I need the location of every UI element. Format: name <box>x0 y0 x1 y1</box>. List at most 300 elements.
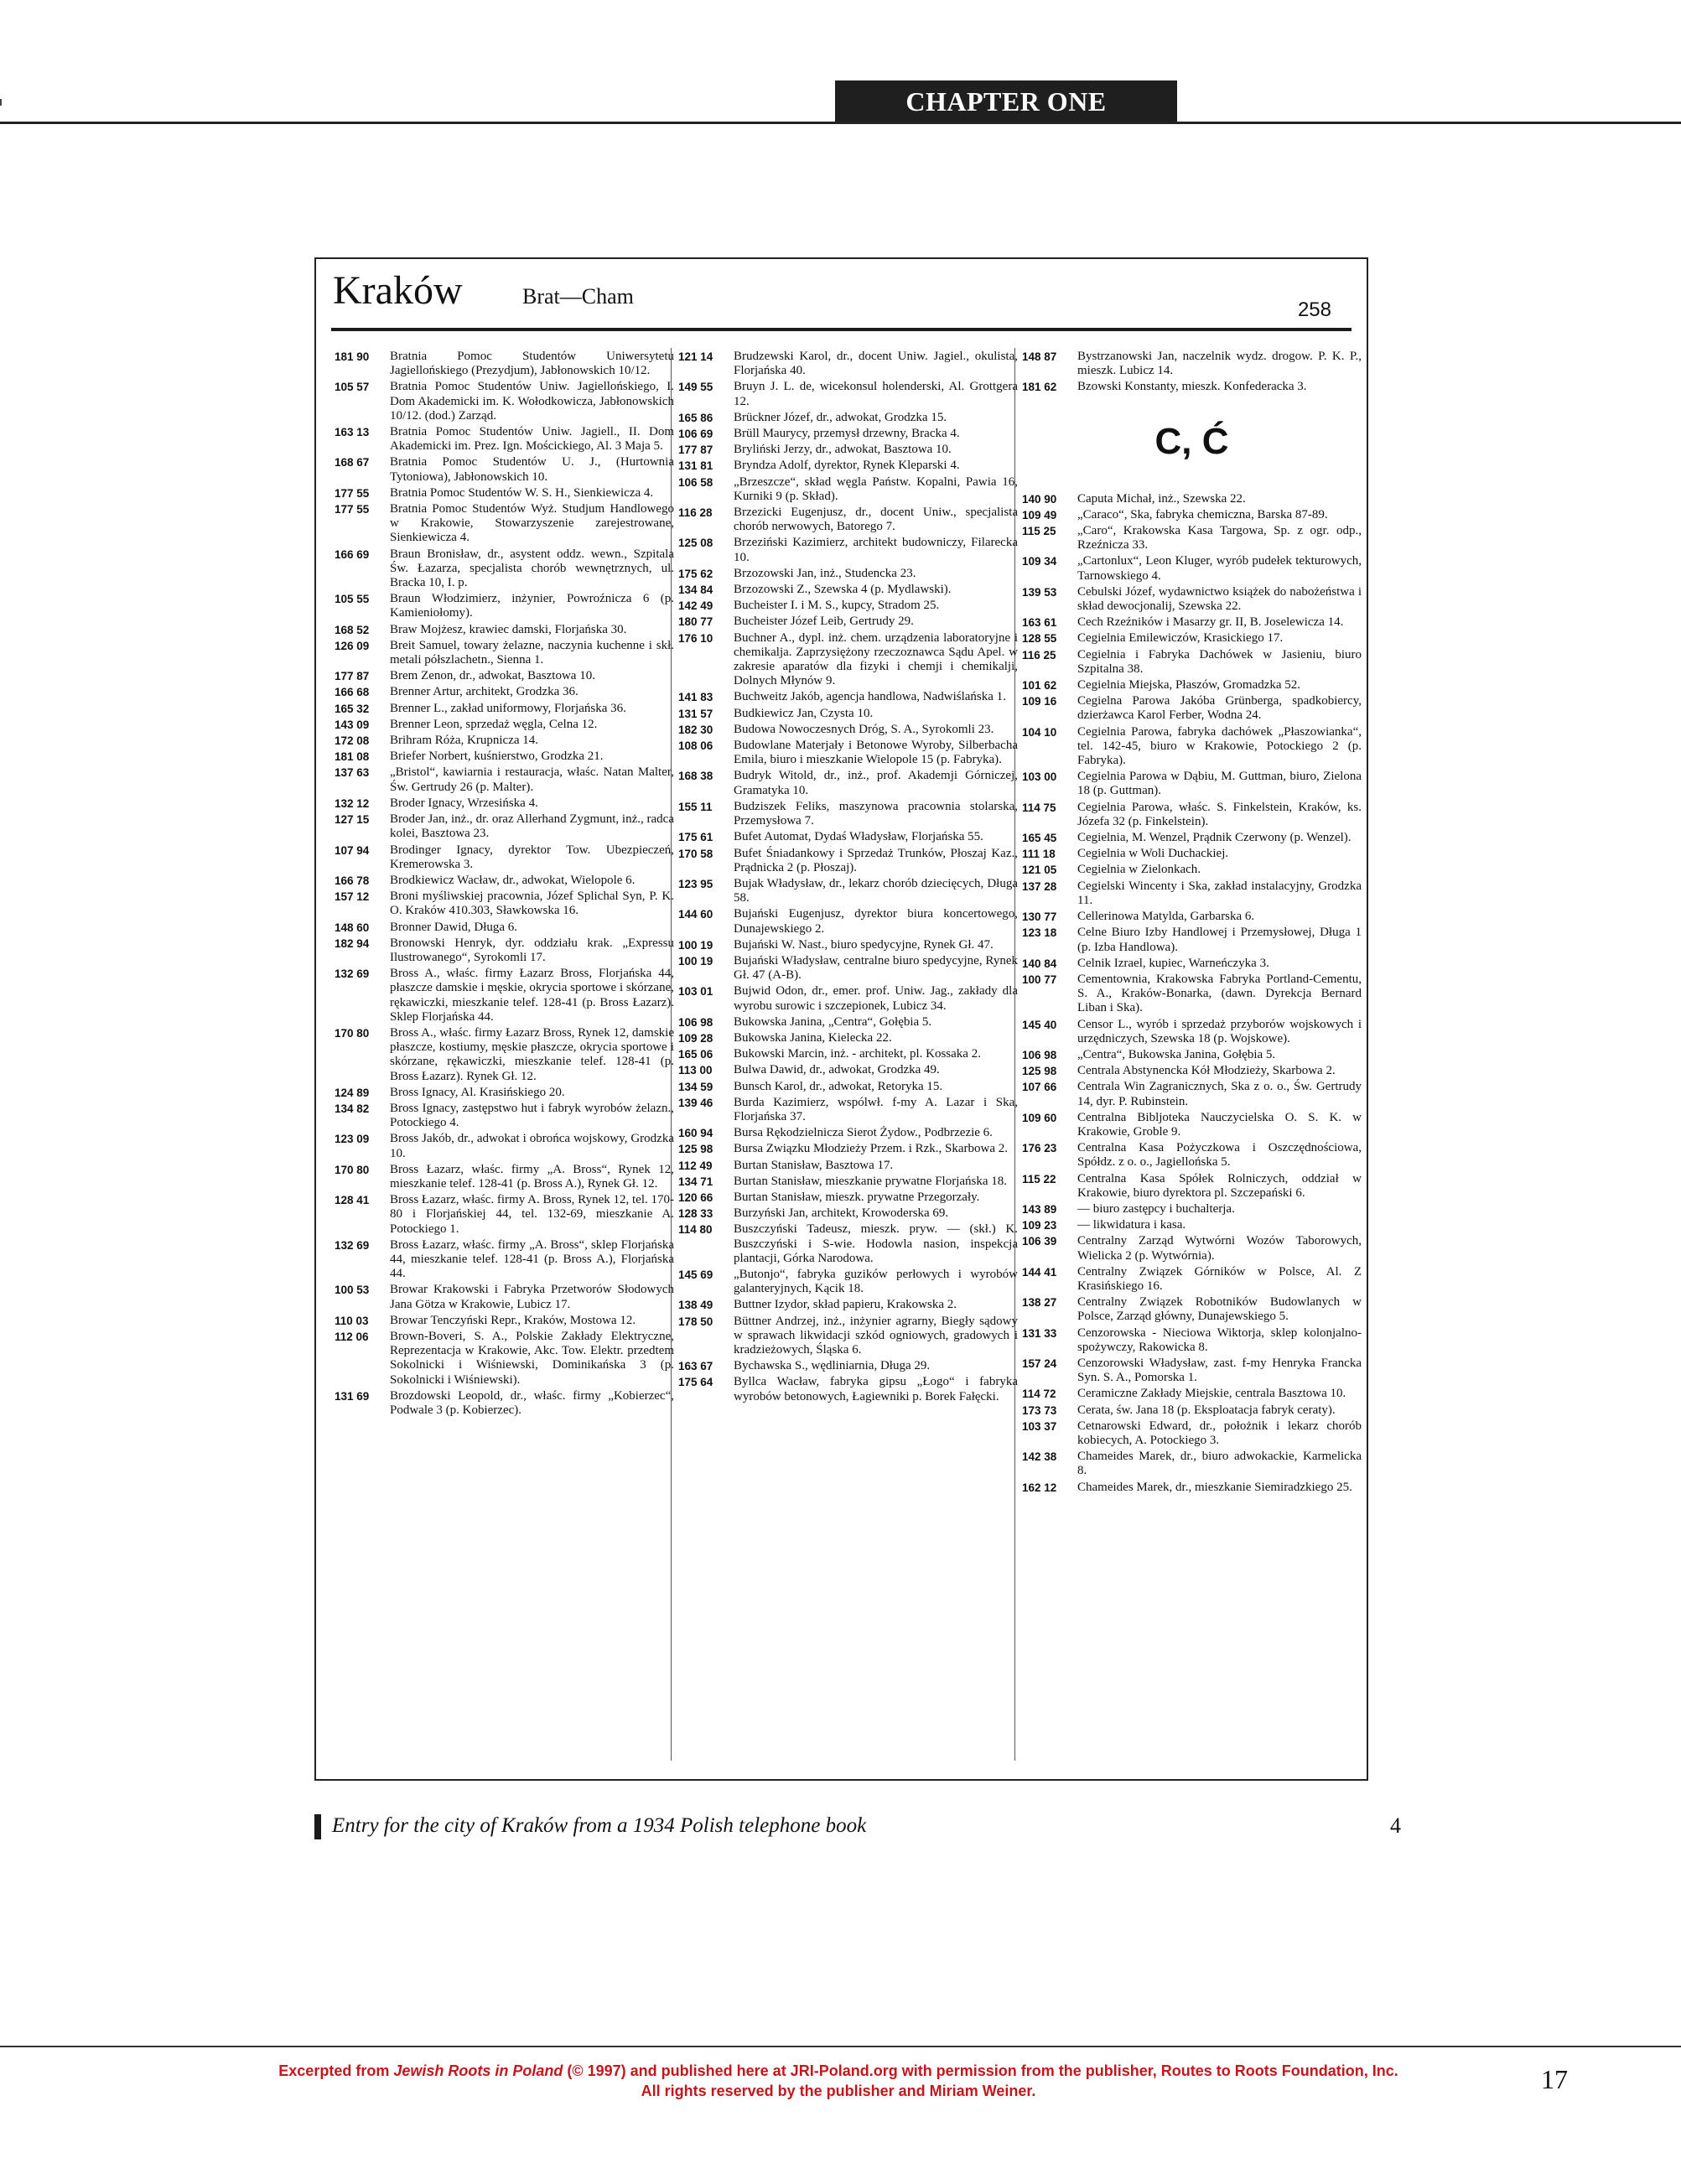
directory-entry <box>678 567 1018 581</box>
directory-entry <box>1022 725 1362 769</box>
phone-number: 181 62 <box>1022 381 1057 394</box>
directory-entry <box>1022 847 1362 861</box>
entry-text: Bross Łazarz, właśc. firmy A. Bross, Rynek 12, tel. 170-80 i Florjańskiej 44, tel. 132-69, mieszkanie A. Potockiego 1. <box>390 1193 674 1236</box>
entry-text: Browar Tenczyński Repr., Kraków, Mostowa 12. <box>390 1313 636 1327</box>
directory-entry <box>335 890 674 918</box>
directory-entry <box>335 874 674 888</box>
entry-text: Cementownia, Krakowska Fabryka Portland-Cementu, S. A., Kraków-Bonarka, (dawn. Dyrekcja Bernard Liban i Ska). <box>1077 972 1362 1015</box>
phone-number: 140 90 <box>1022 492 1057 506</box>
directory-entry <box>335 1283 674 1311</box>
entry-text: Burtan Stanisław, mieszkanie prywatne Florjańska 18. <box>734 1174 1008 1188</box>
phone-number: 103 00 <box>1022 770 1057 784</box>
entry-text: „Caraco“, Ska, fabryka chemiczna, Barska 87-89. <box>1077 507 1328 521</box>
entry-text: Cenzorowska - Nieciowa Wiktorja, sklep kolonjalno-spożywczy, Rakowicka 8. <box>1077 1325 1362 1354</box>
directory-entry <box>335 425 674 454</box>
directory-entry <box>1022 1265 1362 1294</box>
phone-number: 116 25 <box>1022 648 1056 661</box>
phone-number: 131 69 <box>335 1389 370 1403</box>
phone-number: 143 89 <box>1022 1202 1057 1216</box>
phone-number: 123 95 <box>678 877 713 890</box>
phone-number: 142 38 <box>1022 1450 1057 1464</box>
entry-text: Browar Krakowski i Fabryka Przetworów Słodowych Jana Götza w Krakowie, Lubicz 17. <box>390 1283 674 1311</box>
phone-number: 114 75 <box>1022 801 1056 814</box>
phone-number: 111 18 <box>1022 848 1056 861</box>
directory-entry <box>335 592 674 620</box>
directory-entry <box>1022 492 1362 506</box>
entry-text: Bratnia Pomoc Studentów W. S. H., Sienkiewicza 4. <box>390 485 654 500</box>
directory-column-3 <box>1022 350 1362 1497</box>
directory-entry <box>1022 831 1362 845</box>
directory-entry <box>678 1359 1018 1373</box>
entry-text: Burtan Stanisław, mieszk. prywatne Przegorzały. <box>734 1190 980 1204</box>
phone-number: 163 61 <box>1022 616 1057 630</box>
phone-number: 139 53 <box>1022 585 1057 599</box>
directory-entry <box>1022 1064 1362 1078</box>
phone-number: 123 09 <box>335 1133 370 1146</box>
phone-number: 100 19 <box>678 954 713 967</box>
phone-number: 182 94 <box>335 936 370 950</box>
directory-entry <box>678 380 1018 408</box>
directory-entry <box>335 639 674 667</box>
phone-number: 127 15 <box>335 813 370 827</box>
directory-entry <box>335 734 674 748</box>
phone-number: 106 58 <box>678 475 713 489</box>
directory-entry <box>678 615 1018 629</box>
phone-number: 165 45 <box>1022 832 1057 845</box>
directory-entry <box>678 690 1018 704</box>
directory-entry <box>678 800 1018 828</box>
footer-rights: All rights reserved by the publisher and Miriam Weiner. <box>641 2083 1036 2099</box>
phone-number: 134 82 <box>335 1102 370 1115</box>
phone-number: 131 81 <box>678 459 713 473</box>
range-subtitle: Brat—Cham <box>522 284 634 309</box>
directory-entry <box>335 1132 674 1160</box>
entry-text: Bujański Eugenjusz, dyrektor biura koncertowego, Dunajewskiego 2. <box>734 907 1018 936</box>
phone-number: 178 50 <box>678 1315 713 1328</box>
phone-number: 177 55 <box>335 503 370 516</box>
entry-text: Celnik Izrael, kupiec, Warneńczyka 3. <box>1077 956 1269 970</box>
entry-text: Cenzorowski Władysław, zast. f-my Henryka Francka Syn. S. A., Pomorska 1. <box>1077 1356 1362 1385</box>
entry-text: Broder Ignacy, Wrzesińska 4. <box>390 796 538 810</box>
phone-number: 125 08 <box>678 537 713 550</box>
directory-entry <box>1022 615 1362 630</box>
entry-text: Cegielnia Parowa, fabryka dachówek „Płaszowianka“, tel. 142-45, biuro w Krakowie, Potockiego 2 (p. Fabryka). <box>1077 724 1362 768</box>
directory-entry <box>335 1314 674 1328</box>
directory-entry <box>335 843 674 872</box>
entry-text: „Cartonlux“, Leon Kluger, wyrób pudełek tekturowych, Tarnowskiego 4. <box>1077 554 1362 583</box>
entry-text: Bursa Związku Młodzieży Przem. i Rzk., Skarbowa 2. <box>734 1142 1009 1156</box>
directory-entry <box>335 1238 674 1282</box>
entry-text: Brüll Maurycy, przemysł drzewny, Bracka 4. <box>734 427 960 441</box>
entry-text: Breit Samuel, towary żelazne, naczynia kuchenne i skł. metali półszlachetn., Sienna 1. <box>390 638 674 667</box>
directory-entry <box>1022 1357 1362 1385</box>
phone-number: 109 23 <box>1022 1219 1057 1232</box>
directory-entry <box>678 1298 1018 1312</box>
phone-number: 100 53 <box>335 1284 370 1297</box>
directory-entry <box>678 830 1018 844</box>
directory-entry <box>678 1159 1018 1173</box>
directory-entry <box>678 536 1018 564</box>
directory-entry <box>678 1191 1018 1205</box>
directory-entry <box>1022 1048 1362 1062</box>
entry-text: Budowlane Materjały i Betonowe Wyroby, Silberbacha Emila, biuro i mieszkanie Wielopole 15 (p. Fabryka). <box>734 739 1018 767</box>
entry-text: Bursa Rękodzielnicza Sierot Żydow., Podbrzezie 6. <box>734 1126 993 1140</box>
phone-number: 181 90 <box>335 350 370 363</box>
directory-entry <box>1022 957 1362 971</box>
directory-entry <box>1022 1419 1362 1448</box>
edge-mark <box>0 99 2 106</box>
directory-entry <box>335 486 674 501</box>
entry-text: Burda Kazimierz, wspólwł. f-my A. Lazar i Ska, Florjańska 37. <box>734 1095 1018 1123</box>
directory-entry <box>678 350 1018 378</box>
directory-entry <box>335 921 674 935</box>
phone-number: 170 80 <box>335 1163 370 1176</box>
phone-number: 100 19 <box>678 938 713 952</box>
entry-text: Cerata, św. Jana 18 (p. Eksploatacja fabryk ceraty). <box>1077 1403 1336 1417</box>
phone-number: 128 55 <box>1022 632 1057 646</box>
directory-entry <box>678 847 1018 875</box>
directory-page-image <box>314 257 1368 1781</box>
entry-text: Bratnia Pomoc Studentów Uniw. Jagiellońskiego, I. Dom Akademicki im. K. Wołodkowicza, Jabłonowskich 10/12. (dod.) Zarząd. <box>390 380 674 423</box>
entry-text: Centralna Bibljoteka Nauczycielska O. S. K. w Krakowie, Groble 9. <box>1077 1110 1362 1139</box>
directory-entry <box>1022 1218 1362 1232</box>
footer-text: (© 1997) and published here at JRI-Poland.org with permission from the publisher, Routes to Roots Foundation, Inc. <box>563 2062 1398 2079</box>
city-title: Kraków <box>333 268 463 313</box>
entry-text: Broder Jan, inż., dr. oraz Allerhand Zygmunt, inż., radca kolei, Basztowa 23. <box>390 812 674 841</box>
entry-text: Brihram Róża, Krupnicza 14. <box>390 734 539 748</box>
phone-number: 126 09 <box>335 639 370 652</box>
entry-text: Centrala Abstynencka Kół Młodzieży, Skarbowa 2. <box>1077 1064 1336 1078</box>
phone-number: 177 55 <box>335 486 370 500</box>
entry-text: Bross Jakób, dr., adwokat i obrońca wojskowy, Grodzka 10. <box>390 1132 674 1160</box>
phone-number: 165 86 <box>678 411 713 424</box>
phone-number: 172 08 <box>335 734 370 748</box>
entry-text: Ceramiczne Zakłady Miejskie, centrala Basztowa 10. <box>1077 1387 1346 1401</box>
phone-number: 123 18 <box>1022 926 1057 940</box>
directory-entry <box>1022 1450 1362 1478</box>
entry-text: Bujak Władysław, dr., lekarz chorób dziecięcych, Długa 58. <box>734 876 1018 905</box>
directory-entry <box>678 1375 1018 1403</box>
directory-entry <box>1022 1326 1362 1355</box>
phone-number: 170 58 <box>678 847 713 860</box>
directory-entry <box>335 718 674 732</box>
directory-entry <box>335 455 674 484</box>
entry-text: Cegielnia w Zielonkach. <box>1077 863 1201 877</box>
directory-column-1 <box>335 350 674 1419</box>
entry-text: Bystrzanowski Jan, naczelnik wydz. drogow. P. K. P., mieszk. Lubicz 14. <box>1077 350 1362 378</box>
phone-number: 141 83 <box>678 691 713 704</box>
directory-entry <box>1022 631 1362 646</box>
caption-marker <box>314 1814 321 1839</box>
directory-entry <box>335 765 674 794</box>
entry-text: Brozdowski Leopold, dr., właśc. firmy „Kobierzec“, Podwale 3 (p. Kobierzec). <box>390 1388 674 1418</box>
entry-text: Brem Zenon, dr., adwokat, Basztowa 10. <box>390 669 595 683</box>
directory-entry <box>1022 694 1362 723</box>
entry-text: „Caro“, Krakowska Kasa Targowa, Sp. z ogr. odp., Rzeźnicza 33. <box>1077 524 1362 552</box>
entry-text: Cegielnia Parowa w Dąbiu, M. Guttman, biuro, Zielona 18 (p. Guttman). <box>1077 770 1362 798</box>
entry-text: Centralny Związek Górników w Polsce, Al. Z Krasińskiego 16. <box>1077 1264 1362 1293</box>
phone-number: 107 66 <box>1022 1081 1057 1094</box>
phone-number: 160 94 <box>678 1127 713 1140</box>
phone-number: 100 77 <box>1022 973 1057 986</box>
phone-number: 145 40 <box>1022 1018 1057 1031</box>
phone-number: 155 11 <box>678 800 713 813</box>
phone-number: 182 30 <box>678 723 713 736</box>
phone-number: 166 68 <box>335 686 370 699</box>
entry-text: Cellerinowa Matylda, Garbarska 6. <box>1077 910 1255 924</box>
directory-entry <box>335 936 674 965</box>
directory-entry <box>335 669 674 683</box>
phone-number: 107 94 <box>335 843 370 857</box>
entry-text: Cegielnia Emilewiczów, Krasickiego 17. <box>1077 631 1284 646</box>
phone-number: 175 61 <box>678 831 713 844</box>
phone-number: 165 06 <box>678 1048 713 1061</box>
directory-entry <box>678 1126 1018 1140</box>
directory-entry <box>678 769 1018 797</box>
entry-text: Brzozowski Z., Szewska 4 (p. Mydlawski). <box>734 583 952 597</box>
entry-text: Centralna Kasa Pożyczkowa i Oszczędnościowa, Spółdz. z o. o., Jagiellońska 5. <box>1077 1141 1362 1170</box>
phone-number: 166 69 <box>335 547 370 561</box>
entry-text: Burzyński Jan, architekt, Krowoderska 69. <box>734 1206 949 1221</box>
phone-number: 106 39 <box>1022 1235 1057 1248</box>
entry-text: Buchweitz Jakób, agencja handlowa, Nadwiślańska 1. <box>734 690 1006 704</box>
phone-number: 113 00 <box>678 1064 713 1077</box>
directory-entry <box>1022 973 1362 1016</box>
directory-entry <box>335 380 674 423</box>
top-rule <box>0 122 1681 124</box>
directory-entry <box>678 1031 1018 1045</box>
entry-text: Bruyn J. L. de, wicekonsul holenderski, Al. Grottgera 12. <box>734 380 1018 408</box>
directory-entry <box>678 599 1018 613</box>
phone-number: 176 10 <box>678 631 713 645</box>
directory-entry <box>1022 524 1362 552</box>
entry-text: Brown-Boveri, S. A., Polskie Zakłady Elektryczne, Reprezentacja w Krakowie, Akc. Tow. Elektr. przedtem Sokolnicki i Wiśniewski, Dominikańska 3 (p. Sokolnicki i Wiśniewski). <box>390 1330 674 1387</box>
phone-number: 168 38 <box>678 770 713 783</box>
entry-text: Cetnarowski Edward, dr., położnik i lekarz chorób kobiecych, A. Potockiego 3. <box>1077 1419 1362 1447</box>
phone-number: 121 05 <box>1022 864 1057 877</box>
directory-entry <box>678 984 1018 1013</box>
entry-text: Briefer Norbert, kuśnierstwo, Grodzka 21. <box>390 750 604 764</box>
directory-entry <box>678 707 1018 721</box>
directory-entry <box>1022 1172 1362 1201</box>
phone-number: 180 77 <box>678 615 713 629</box>
directory-entry <box>335 1389 674 1418</box>
entry-text: Buszczyński Tadeusz, mieszk. pryw. — (skł.) K. Buszczyński i S-wie. Hodowla nasion, inspekcja plantacji, Górka Narodowa. <box>734 1222 1018 1265</box>
directory-entry <box>1022 678 1362 693</box>
entry-text: Budowa Nowoczesnych Dróg, S. A., Syrokomli 23. <box>734 722 994 736</box>
directory-entry <box>678 938 1018 952</box>
directory-entry <box>678 631 1018 689</box>
directory-column-2 <box>678 350 1018 1406</box>
directory-entry <box>678 506 1018 534</box>
phone-number: 109 28 <box>678 1031 713 1045</box>
directory-entry <box>678 1063 1018 1077</box>
entry-text: Bunsch Karol, dr., adwokat, Retoryka 15. <box>734 1079 943 1093</box>
directory-entry <box>335 685 674 699</box>
directory-entry <box>1022 1403 1362 1418</box>
entry-text: Byllca Wacław, fabryka gipsu „Łogo“ i fabryka wyrobów betonowych, Łagiewniki p. Borek Fałęcki. <box>734 1375 1018 1403</box>
entry-text: Cegielnia Miejska, Płaszów, Gromadzka 52. <box>1077 678 1301 693</box>
entry-text: Bratnia Pomoc Studentów Wyż. Studjum Handlowego w Krakowie, Stowarzyszenie zarejestrowane, Sienkiewicza 4. <box>390 502 674 545</box>
entry-text: Censor L., wyrób i sprzedaż przyborów wojskowych i urzędniczych, Szewska 18 (p. Wojskowe). <box>1077 1017 1362 1045</box>
directory-entry <box>1022 1018 1362 1046</box>
directory-entry <box>1022 350 1362 378</box>
entry-text: Brenner Artur, architekt, Grodzka 36. <box>390 685 578 699</box>
entry-text: Centrala Win Zagranicznych, Ska z o. o., Św. Gertrudy 14, dyr. P. Rubinstein. <box>1077 1080 1362 1108</box>
entry-text: Bujański W. Nast., biuro spedycyjne, Rynek Gł. 47. <box>734 937 994 952</box>
entry-text: Budziszek Feliks, maszynowa pracownia stolarska, Przemysłowa 7. <box>734 799 1018 828</box>
entry-text: Buttner Izydor, skład papieru, Krakowska 2. <box>734 1298 957 1312</box>
entry-text: Bryliński Jerzy, dr., adwokat, Basztowa 10. <box>734 443 952 457</box>
phone-number: 134 71 <box>678 1175 713 1188</box>
phone-number: 131 33 <box>1022 1326 1057 1340</box>
phone-number: 173 73 <box>1022 1403 1057 1417</box>
entry-text: Brzeziński Kazimierz, architekt budowniczy, Filarecka 10. <box>734 536 1018 564</box>
phone-number: 148 60 <box>335 921 370 934</box>
entry-text: Bukowska Janina, „Centra“, Gołębia 5. <box>734 1014 932 1029</box>
entry-text: Bross Ignacy, zastępstwo hut i fabryk wyrobów żelazn., Potockiego 4. <box>390 1101 674 1130</box>
entry-text: Cegielnia i Fabryka Dachówek w Jasieniu, biuro Szpitalna 38. <box>1077 647 1362 676</box>
entry-text: Braun Bronisław, dr., asystent oddz. wewn., Szpitala Św. Łazarza, specjalista chorób wewnętrznych, ul. Bracka 10, I. p. <box>390 547 674 590</box>
phone-number: 157 12 <box>335 890 370 904</box>
phone-number: 109 49 <box>1022 508 1057 521</box>
entry-text: Bryndza Adolf, dyrektor, Rynek Kleparski 4. <box>734 459 960 473</box>
directory-entry <box>678 443 1018 457</box>
book-title: Jewish Roots in Poland <box>393 2062 563 2079</box>
phone-number: 101 62 <box>1022 679 1057 693</box>
phone-number: 114 80 <box>678 1223 713 1237</box>
page-number: 17 <box>1541 2064 1568 2094</box>
directory-entry <box>335 702 674 716</box>
directory-entry <box>678 1047 1018 1061</box>
directory-entry <box>335 1102 674 1130</box>
directory-entry <box>335 1026 674 1084</box>
directory-entry <box>335 1193 674 1237</box>
phone-number: 168 52 <box>335 623 370 636</box>
entry-text: Bujański Władysław, centralne biuro spedycyjne, Rynek Gł. 47 (A-B). <box>734 953 1018 983</box>
phone-number: 124 89 <box>335 1086 370 1099</box>
phone-number: 109 16 <box>1022 695 1057 708</box>
entry-text: Braw Mojżesz, krawiec damski, Florjańska 30. <box>390 622 627 636</box>
directory-entry <box>1022 1387 1362 1401</box>
phone-number: 121 14 <box>678 350 713 363</box>
entry-text: Cegielna Parowa Jakóba Grünberga, spadkobiercy, dzierżawca Karol Ferber, Wodna 24. <box>1077 694 1362 723</box>
directory-entry <box>335 623 674 637</box>
directory-entry <box>1022 910 1362 924</box>
phone-number: 166 78 <box>335 874 370 887</box>
entry-text: Bronowski Henryk, dyr. oddziału krak. „Expressu Ilustrowanego“, Syrokomli 17. <box>390 936 674 964</box>
entry-text: Burtan Stanisław, Basztowa 17. <box>734 1158 894 1172</box>
phone-number: 132 69 <box>335 967 370 981</box>
directory-entry <box>1022 926 1362 954</box>
entry-text: „Butonjo“, fabryka guzików perłowych i wyrobów galanteryjnych, Kącik 18. <box>734 1267 1018 1296</box>
entry-text: Brenner Leon, sprzedaż węgla, Celna 12. <box>390 717 598 731</box>
figure-caption: Entry for the city of Kraków from a 1934 Polish telephone book <box>332 1814 867 1837</box>
entry-text: Bratnia Pomoc Studentów U. J., (Hurtownia Tytoniowa), Jabłonowskich 10. <box>390 455 674 484</box>
entry-text: — likwidatura i kasa. <box>1077 1218 1186 1232</box>
phone-number: 149 55 <box>678 381 713 394</box>
phone-number: 128 33 <box>678 1207 713 1221</box>
directory-entry <box>1022 1202 1362 1217</box>
entry-text: Broni myśliwskiej pracownia, Józef Splichal Syn, P. K. O. Kraków 410.303, Sławkowska 16. <box>390 890 674 918</box>
phone-number: 168 67 <box>335 456 370 469</box>
phone-number: 110 03 <box>335 1314 369 1327</box>
entry-text: Chameides Marek, dr., biuro adwokackie, Karmelicka 8. <box>1077 1450 1362 1478</box>
entry-text: Cegielski Wincenty i Ska, zakład instalacyjny, Grodzka 11. <box>1077 879 1362 907</box>
phone-number: 115 22 <box>1022 1172 1056 1185</box>
entry-text: Brzezicki Eugenjusz, dr., docent Uniw., specjalista chorób nerwowych, Batorego 7. <box>734 506 1018 534</box>
entry-text: Bross A., właśc. firmy Łazarz Bross, Rynek 12, damskie płaszcze, kostiumy, męskie płaszcze, okrycia sportowe i skórzane, rękawiczki, mieszkanie telef. 128-41 (p. Bross Łazarz). Rynek Gł. 12. <box>390 1025 674 1083</box>
entry-text: Brzozowski Jan, inż., Studencka 23. <box>734 566 916 580</box>
directory-entry <box>678 1222 1018 1266</box>
entry-text: Centralna Kasa Spółek Rolniczych, oddział w Krakowie, biuro dyrektora pl. Szczepański 6. <box>1077 1171 1362 1200</box>
phone-number: 177 87 <box>678 444 713 457</box>
entry-text: Cegielnia Parowa, właśc. S. Finkelstein, Kraków, ks. Józefa 32 (p. Finkelstein). <box>1077 800 1362 828</box>
phone-number: 137 28 <box>1022 879 1057 893</box>
directory-entry <box>678 1175 1018 1189</box>
directory-entry <box>678 459 1018 473</box>
phone-number: 163 67 <box>678 1360 713 1373</box>
directory-entry <box>1022 770 1362 798</box>
directory-entry <box>335 350 674 378</box>
entry-text: Bujwid Odon, dr., emer. prof. Uniw. Jag., zakłady dla wyrobu surowic i szczepionek, Lubicz 34. <box>734 984 1018 1013</box>
phone-number: 177 87 <box>335 670 370 683</box>
entry-text: Cegielnia w Woli Duchackiej. <box>1077 847 1229 861</box>
phone-number: 108 06 <box>678 739 713 753</box>
phone-number: 109 60 <box>1022 1111 1057 1124</box>
letter-heading: C, Ć <box>1154 420 1229 462</box>
entry-text: Bross Łazarz, właśc. firmy „A. Bross“, Rynek 12, mieszkanie telef. 128-41 (p. Bross A.), Rynek Gł. 12. <box>390 1162 674 1191</box>
directory-entry <box>335 502 674 546</box>
phone-number: 112 49 <box>678 1159 713 1172</box>
phone-number: 175 64 <box>678 1376 713 1389</box>
entry-text: Büttner Andrzej, inż., inżynier agrarny, Biegły sądowy w sprawach likwidacji szkód ogniowych, gradowych i kradzieżowych, Śląska 6. <box>734 1314 1018 1357</box>
entry-text: Brückner Józef, dr., adwokat, Grodzka 15. <box>734 410 947 424</box>
phone-number: 175 62 <box>678 567 713 580</box>
entry-text: Budkiewicz Jan, Czysta 10. <box>734 706 874 720</box>
phone-number: 104 10 <box>1022 725 1057 739</box>
chapter-label: CHAPTER ONE <box>835 80 1177 122</box>
entry-text: Chameides Marek, dr., mieszkanie Siemiradzkiego 25. <box>1077 1480 1352 1494</box>
phone-number: 145 69 <box>678 1268 713 1281</box>
phone-number: 109 34 <box>1022 555 1057 568</box>
phone-number: 134 84 <box>678 584 713 597</box>
directory-entry <box>678 907 1018 936</box>
directory-entry <box>678 739 1018 767</box>
entry-text: Bufet Śniadankowy i Sprzedaż Trunków, Płoszaj Kaz., Prądnicka 2 (p. Płoszaj). <box>734 846 1018 874</box>
entry-text: Centralny Zarząd Wytwórni Wozów Taborowych, Wielicka 2 (p. Wytwórnia). <box>1077 1234 1362 1263</box>
directory-entry <box>1022 554 1362 583</box>
directory-entry <box>335 796 674 811</box>
phone-number: 138 49 <box>678 1299 713 1312</box>
directory-entry <box>1022 380 1362 394</box>
directory-entry <box>1022 879 1362 908</box>
directory-entry <box>678 877 1018 905</box>
entry-text: Bukowska Janina, Kielecka 22. <box>734 1030 892 1045</box>
entry-text: Bychawska S., wędliniarnia, Długa 29. <box>734 1359 931 1373</box>
bottom-rule <box>0 2046 1681 2047</box>
entry-text: Bucheister Józef Leib, Gertrudy 29. <box>734 615 914 629</box>
directory-entry <box>1022 585 1362 614</box>
entry-text: Bulwa Dawid, dr., adwokat, Grodzka 49. <box>734 1063 940 1077</box>
entry-text: „Bristol“, kawiarnia i restauracja, właśc. Natan Malter, Św. Gertrudy 26 (p. Malter). <box>390 765 674 794</box>
entry-text: Bzowski Konstanty, mieszk. Konfederacka 3. <box>1077 380 1307 394</box>
directory-entry <box>1022 863 1362 877</box>
header-rule <box>331 328 1352 331</box>
directory-entry <box>335 547 674 591</box>
entry-text: Bross Łazarz, właśc. firmy „A. Bross“, sklep Florjańska 44, mieszkanie telef. 128-41 (p. Bross A.), Florjańska 44. <box>390 1237 674 1281</box>
directory-entry <box>335 750 674 764</box>
